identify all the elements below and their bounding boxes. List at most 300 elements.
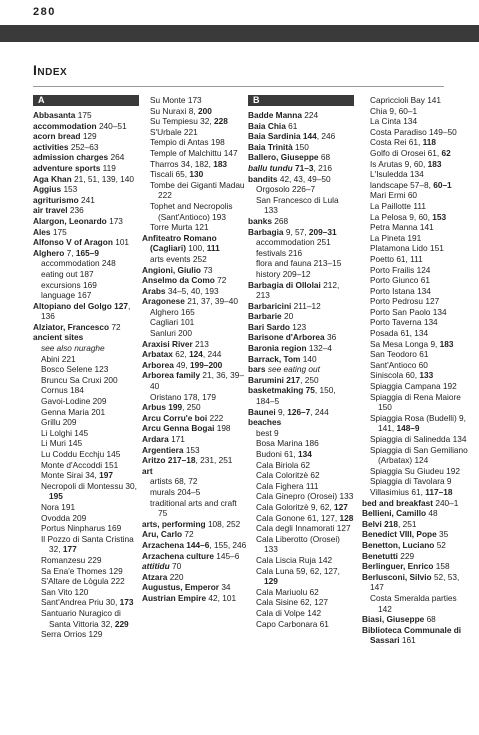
index-term: Nora: [41, 501, 59, 512]
index-subentry: [248, 470, 354, 481]
index-subentry: [362, 317, 468, 328]
index-subentry: [362, 286, 468, 297]
index-locator: 121: [194, 222, 209, 233]
index-entry: [248, 375, 354, 386]
index-subentry: [142, 127, 248, 138]
index-subentry: [362, 180, 468, 191]
index-term: Alfonso V of Aragon: [33, 237, 113, 248]
index-entry: [33, 227, 139, 238]
index-subentry: [33, 385, 139, 396]
index-term: Cala Coloritzè: [256, 470, 309, 481]
index-term: Bellieni, Camillo: [362, 508, 427, 519]
index-locator: 200: [178, 328, 192, 339]
index-term: beaches: [248, 417, 282, 428]
index-term: arts, performing: [142, 518, 206, 529]
index-term: San Vito: [41, 586, 73, 597]
index-subentry: [362, 116, 468, 127]
index-entry: [248, 280, 354, 301]
index-subentry: [248, 566, 354, 587]
index-subentry: [362, 127, 468, 138]
index-subentry: [33, 364, 139, 375]
index-term: Spiaggia di Tavolara: [370, 476, 445, 487]
index-subentry: [33, 290, 139, 301]
index-subentry: [248, 513, 354, 524]
index-entry: [33, 184, 139, 195]
index-term: Argentiera: [142, 444, 184, 455]
index-locator: 153: [185, 444, 200, 455]
index-locator: 132–4: [308, 343, 332, 354]
index-locator: 141: [427, 95, 442, 105]
index-subentry: [362, 381, 468, 392]
index-term: Porto Istana: [370, 285, 415, 296]
index-locator: 61, 117–18: [411, 486, 453, 497]
index-locator: 124: [416, 264, 431, 275]
index-locator: 124: [414, 455, 429, 466]
index-subentry: [248, 184, 354, 195]
index-term: Ballero, Giuseppe: [248, 152, 319, 163]
index-term: Abbasanta: [33, 110, 76, 120]
index-term: Porto Taverna: [370, 317, 422, 328]
index-entry: [142, 582, 248, 593]
index-subentry: [142, 116, 248, 127]
index-subentry: [142, 106, 248, 117]
index-subentry: [362, 296, 468, 307]
index-locator: 198: [210, 137, 225, 148]
index-subentry: [248, 269, 354, 280]
index-entry: [362, 614, 468, 625]
index-subentry: [248, 523, 354, 534]
index-locator: 268: [274, 215, 289, 226]
index-subentry: [33, 460, 139, 471]
index-term: Cagliari: [150, 317, 179, 328]
index-term: Su Tempiesu: [150, 116, 198, 127]
index-term: Oristano: [150, 391, 182, 402]
index-term: Cala Goloritzè: [256, 501, 309, 512]
index-locator: 61: [420, 275, 430, 286]
index-subentry: [33, 396, 139, 407]
index-entry: [142, 349, 248, 360]
index-subentry: [248, 428, 354, 439]
index-locator: 217, 250: [286, 374, 319, 385]
index-entry: [142, 445, 248, 456]
index-locator: 9, 62, 127: [310, 501, 348, 512]
index-term: Necropoli di Montessu: [41, 480, 124, 491]
index-subentry: [33, 417, 139, 428]
index-term: attitidu: [142, 561, 170, 572]
index-locator: 48: [428, 508, 438, 519]
index-subentry: [362, 445, 468, 466]
index-subentry: [248, 460, 354, 471]
index-locator: 42, 101: [208, 592, 237, 603]
index-locator: 129: [88, 629, 103, 640]
index-term: Aritzo: [142, 455, 166, 466]
index-entry: [142, 519, 248, 530]
index-locator: 140: [302, 353, 317, 364]
index-subentry: [33, 258, 139, 269]
index-locator: 142: [318, 554, 333, 565]
index-locator: 30, 173: [105, 597, 134, 608]
index-locator: 220: [169, 571, 184, 582]
index-locator: 119: [102, 162, 116, 173]
index-locator: 147: [223, 147, 238, 158]
index-term: excursions: [41, 279, 81, 290]
index-term: Aggius: [33, 184, 62, 195]
index-subentry: [362, 169, 468, 180]
index-term: Baia Sardinia: [248, 131, 301, 142]
index-term: accommodation: [41, 258, 100, 269]
index-term: Tempio di Antas: [150, 137, 209, 148]
index-term: Barbaricini: [248, 300, 292, 311]
index-locator: 264: [110, 152, 125, 163]
index-term: Augustus, Emperor: [142, 582, 219, 593]
index-locator: 61: [419, 349, 429, 360]
index-locator: 145: [106, 449, 121, 459]
index-locator: 9, 126–7, 244: [277, 406, 329, 417]
index-term: Anselmo da Como: [142, 275, 215, 286]
index-term: Cala Luna: [256, 565, 294, 576]
index-locator: 209: [92, 396, 107, 407]
index-column-2: [142, 95, 248, 604]
index-entry: [248, 142, 354, 153]
index-entry: [142, 296, 248, 307]
index-term: Benetton, Luciano: [362, 539, 435, 550]
index-term: history: [256, 268, 281, 279]
index-entry: [142, 529, 248, 540]
index-term: Ales: [33, 226, 51, 237]
index-term: S'Altare de Lògula: [41, 576, 109, 587]
index-letter-heading: B: [248, 95, 354, 106]
index-locator: 133: [264, 205, 278, 216]
index-locator: 209: [72, 512, 87, 523]
index-term: Benetutti: [362, 550, 398, 561]
index-term: Tombe dei Giganti Madau: [150, 179, 245, 190]
index-term: Spiaggia Rosa (Budelli): [370, 412, 457, 423]
index-term: Temple of Malchittu: [150, 147, 222, 158]
index-locator: 134: [423, 317, 438, 328]
index-locator: 252–63: [70, 141, 99, 152]
index-locator: 62: [300, 459, 310, 470]
index-term: activities: [33, 141, 69, 152]
index-subentry: [248, 248, 354, 259]
page-title: Index: [33, 62, 68, 78]
index-term: Baia Chia: [248, 120, 286, 131]
index-subentry: [142, 222, 248, 233]
index-locator: 134: [432, 306, 447, 317]
index-locator: 186: [304, 438, 319, 449]
index-locator: 72: [184, 529, 194, 540]
index-term: Atzara: [142, 571, 168, 582]
index-subentry: [33, 375, 139, 386]
index-term: La Cinta: [370, 116, 401, 127]
index-locator: 59, 62, 127, 129: [264, 565, 340, 587]
index-term: Sant'Antioco: [370, 359, 417, 370]
index-locator: 222: [110, 576, 125, 587]
index-locator: 150: [295, 141, 309, 152]
index-locator: 191: [61, 501, 76, 512]
index-term: Capriccioli Bay: [370, 95, 425, 105]
index-subentry: [33, 576, 139, 587]
index-locator: 134: [409, 169, 424, 180]
index-term: La Pelosa: [370, 211, 407, 222]
index-term: Arborea: [142, 359, 174, 370]
index-term: Su Monte: [150, 95, 186, 105]
index-locator: 133: [264, 544, 278, 555]
index-term: Barbagia: [248, 226, 284, 237]
index-locator: 222: [158, 190, 172, 201]
index-subentry: [33, 513, 139, 524]
index-column-4: [362, 95, 468, 646]
index-term: Romanzesu: [41, 554, 86, 565]
index-subentry: [142, 137, 248, 148]
index-subentry: [362, 212, 468, 223]
index-term: bars: [248, 364, 266, 375]
index-term: Costa Paradiso: [370, 126, 427, 137]
index-term: Spiaggia di San Gemiliano (Arbatax): [370, 444, 468, 466]
index-term: Bosa Marina: [256, 438, 303, 449]
index-subentry: [362, 434, 468, 445]
index-locator: 191: [407, 232, 422, 243]
index-entry: [33, 174, 139, 185]
index-subentry: [362, 360, 468, 371]
index-subentry: [248, 449, 354, 460]
index-locator: 42, 43, 49–50: [279, 173, 331, 184]
index-term: language: [41, 290, 76, 301]
index-term: festivals: [256, 247, 286, 258]
index-term: Bosco Selene: [41, 364, 93, 375]
index-locator: 142: [378, 603, 392, 614]
index-locator: 218, 251: [384, 518, 417, 529]
index-term: Arcu Genna Bogai: [142, 423, 215, 434]
index-subentry: [362, 137, 468, 148]
index-locator: 9: [274, 427, 279, 438]
index-locator: 173: [109, 215, 123, 226]
index-term: Aragonese: [142, 296, 185, 307]
index-locator: 34: [221, 582, 231, 593]
index-locator: 61, 127, 128: [307, 512, 354, 523]
index-locator: 184: [70, 385, 84, 396]
index-locator: 175: [77, 110, 92, 120]
index-locator: 57–8, 60–1: [410, 179, 452, 190]
index-entry: [248, 121, 354, 132]
index-term: Arcu Corru'e boi: [142, 412, 208, 423]
index-term: Bruncu Sa Cruxi: [41, 374, 102, 385]
index-entry: [142, 402, 248, 413]
index-term: Aga Khan: [33, 173, 72, 184]
index-subentry: [362, 307, 468, 318]
index-locator: 68: [320, 152, 331, 163]
index-subentry: [362, 392, 468, 413]
index-locator: 72: [111, 321, 121, 332]
index-subentry: [33, 438, 139, 449]
index-column-1: [33, 95, 139, 640]
index-entry: [248, 174, 354, 185]
index-entry: [248, 110, 354, 121]
index-term: accommodation: [33, 120, 97, 131]
index-term: Berlusconi, Silvio: [362, 571, 432, 582]
index-subentry: [248, 555, 354, 566]
index-locator: 60: [407, 190, 418, 201]
index-term: eating out: [41, 268, 78, 279]
index-term: Badde Manna: [248, 110, 302, 120]
index-locator: 211–12: [293, 300, 321, 311]
index-term: Portus Ninpharus: [41, 523, 106, 534]
index-term: Cala Liberotto (Orosei): [256, 533, 340, 544]
index-subentry: [248, 237, 354, 248]
index-term: bandits: [248, 173, 278, 184]
index-entry: [33, 195, 139, 206]
index-term: Villasimius: [370, 486, 410, 497]
index-subentry: [362, 222, 468, 233]
index-subentry: [142, 307, 248, 318]
index-term: Barbarie: [248, 311, 282, 322]
index-term: Orgosolo: [256, 184, 290, 195]
index-term: Serra Orrios: [41, 629, 87, 640]
index-locator: 9, 141, 148–9: [378, 412, 466, 434]
index-locator: 65, 130: [175, 169, 204, 180]
index-entry: [248, 385, 354, 406]
index-locator: 61, 134: [400, 328, 429, 339]
index-subentry: [362, 265, 468, 276]
index-term: Costa Rei: [370, 137, 407, 148]
index-term: Spiaggia Campana: [370, 381, 441, 392]
index-subentry: [142, 476, 248, 487]
index-term: Mari Ermi: [370, 190, 406, 201]
index-term: Cala Sisine: [256, 597, 298, 608]
index-entry: [142, 540, 248, 551]
index-subentry: [33, 608, 139, 629]
index-locator: 68: [426, 614, 436, 625]
index-locator: 62, 127: [300, 597, 328, 608]
index-term: Monte Sirai: [41, 470, 83, 481]
index-locator: 209: [62, 417, 77, 428]
index-term: Cornus: [41, 385, 68, 396]
index-term: Belvi: [362, 518, 382, 529]
index-term: Alziator, Francesco: [33, 321, 110, 332]
index-term: Berlinguer, Enrico: [362, 561, 434, 572]
index-locator: 9, 60–1: [389, 105, 418, 116]
index-subentry: [248, 481, 354, 492]
index-entry: [33, 332, 139, 343]
index-entry: [248, 311, 354, 322]
index-locator: 21, 37, 39–40: [187, 296, 238, 307]
index-locator: 60, 133: [405, 370, 434, 381]
index-subentry: [33, 343, 139, 354]
index-locator: 68, 72: [174, 476, 198, 487]
index-term: L'Isuledda: [370, 169, 408, 180]
index-locator: 120: [74, 586, 89, 597]
index-locator: 61, 118: [408, 137, 436, 148]
index-term: Li Muri: [41, 438, 66, 449]
index-locator: 213: [195, 338, 209, 349]
index-subentry: [362, 413, 468, 434]
index-locator: 72: [217, 275, 227, 286]
index-locator: 60: [418, 359, 428, 370]
index-locator: 123: [292, 321, 307, 332]
index-term: Poetto: [370, 253, 394, 264]
index-entry: [248, 131, 354, 142]
index-locator: 21, 51, 139, 140: [74, 173, 135, 184]
index-term: Monte d'Accoddi: [41, 459, 103, 470]
index-term: Porto San Paolo: [370, 306, 431, 317]
index-locator: 167: [77, 290, 92, 301]
index-subentry: [142, 392, 248, 403]
index-locator: 200: [103, 374, 118, 385]
index-term: agriturismo: [33, 194, 79, 205]
index-locator: 217–18, 231, 251: [167, 455, 233, 466]
index-entry: [142, 370, 248, 391]
index-term: acorn bread: [33, 131, 81, 142]
index-term: artists: [150, 476, 173, 487]
index-term: Capo Carbonara: [256, 618, 318, 629]
index-term: Petra Manna: [370, 222, 418, 233]
index-locator: 161: [401, 635, 416, 646]
index-term: Grillu: [41, 417, 61, 428]
index-term: Spiaggia Su Giudeu: [370, 465, 444, 476]
index-locator: 145: [68, 438, 83, 449]
index-term: Baunei: [248, 406, 276, 417]
index-locator: 144–6, 155, 246: [186, 539, 247, 550]
index-locator: 62: [309, 586, 319, 597]
index-term: Cala Biriola: [256, 459, 299, 470]
index-term: Santuario Nuragico di Santa Vittoria: [41, 607, 121, 629]
index-subentry: [248, 502, 354, 513]
index-locator: 171: [171, 434, 185, 444]
index-subentry: [33, 629, 139, 640]
index-subentry: [248, 597, 354, 608]
index-locator: 61: [319, 618, 329, 629]
index-locator: 145–6: [216, 550, 240, 561]
index-term: Alghero: [150, 306, 179, 317]
index-locator: 129: [108, 565, 123, 576]
index-term: traditional arts and craft: [150, 497, 237, 508]
index-entry: [142, 466, 248, 477]
index-term: San Teodoro: [370, 349, 417, 360]
index-term: accommodation: [256, 237, 315, 248]
index-locator: 62: [310, 470, 320, 481]
index-subentry: [362, 466, 468, 477]
index-locator: 8, 200: [188, 105, 212, 116]
index-entry: [33, 163, 139, 174]
index-locator: 248: [101, 258, 116, 269]
index-subentry: [33, 587, 139, 598]
index-subentry: [362, 254, 468, 265]
index-entry: [362, 551, 468, 562]
index-term: Ovodda: [41, 512, 71, 523]
index-locator: 173: [187, 95, 202, 105]
index-locator: 226–7: [291, 184, 316, 195]
index-entry: [248, 322, 354, 333]
index-entry: [362, 508, 468, 519]
index-term: Sant'Andrea Priu: [41, 597, 104, 608]
index-locator: 111: [305, 480, 319, 491]
index-locator: 141: [419, 222, 434, 233]
index-locator: 52: [436, 539, 446, 550]
index-subentry: [33, 481, 139, 502]
index-locator: 35: [439, 529, 449, 540]
index-entry: [362, 498, 468, 509]
index-locator: 7, 165–9: [66, 247, 99, 258]
index-entry: [248, 354, 354, 365]
index-entry: [362, 529, 468, 540]
index-term: S'Urbale: [150, 126, 182, 137]
index-locator: 222: [209, 412, 224, 423]
index-locator: 101: [115, 237, 130, 248]
index-term: Cala Ginepro (Orosei): [256, 491, 338, 502]
index-locator: 169: [107, 523, 122, 534]
index-term: Siniscola: [370, 370, 404, 381]
index-term: Austrian Empire: [142, 592, 207, 603]
index-locator: 204–5: [177, 486, 201, 497]
